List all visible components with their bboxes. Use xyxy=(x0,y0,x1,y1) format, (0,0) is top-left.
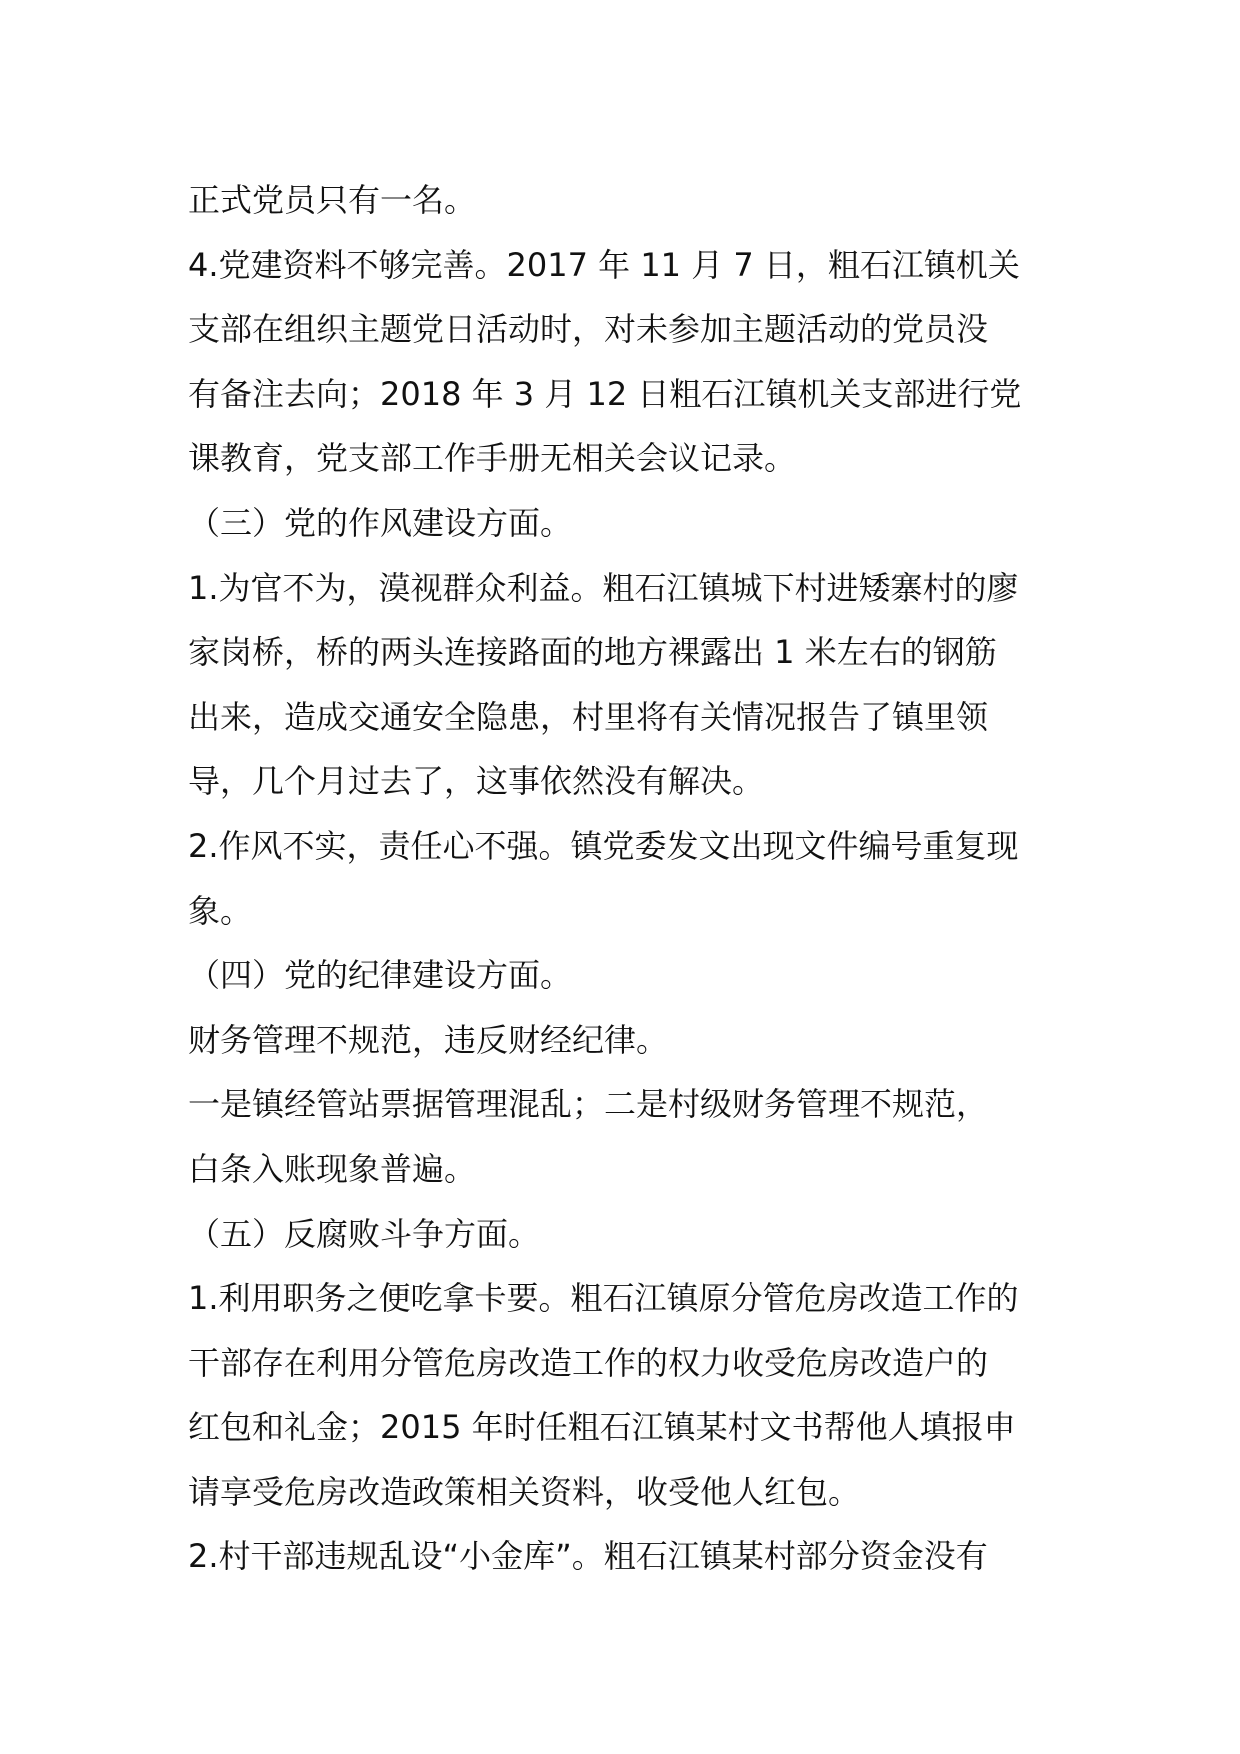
section-heading: （三）党的作风建设方面。 xyxy=(188,503,573,542)
text-line: 财务管理不规范，违反财经纪律。 xyxy=(188,1020,669,1059)
text-line: 1.利用职务之便吃拿卡要。粗石江镇原分管危房改造工作的 xyxy=(188,1279,1019,1318)
text-line: 4.党建资料不够完善。2017 年 11 月 7 日，粗石江镇机关 xyxy=(188,245,1020,284)
text-line: 有备注去向；2018 年 3 月 12 日粗石江镇机关支部进行党 xyxy=(188,374,1022,413)
text-line: 支部在组织主题党日活动时，对未参加主题活动的党员没 xyxy=(188,310,989,349)
text-line: 导，几个月过去了，这事依然没有解决。 xyxy=(188,762,765,801)
text-line: 家岗桥，桥的两头连接路面的地方裸露出 1 米左右的钢筋 xyxy=(188,633,997,672)
section-heading: （五）反腐败斗争方面。 xyxy=(188,1214,541,1253)
section-heading: （四）党的纪律建设方面。 xyxy=(188,956,573,995)
document-body xyxy=(188,168,1068,1589)
text-line: 2.村干部违规乱设“小金库”。粗石江镇某村部分资金没有 xyxy=(188,1537,988,1576)
text-line: 一是镇经管站票据管理混乱；二是村级财务管理不规范， xyxy=(188,1085,989,1124)
text-line: 象。 xyxy=(188,891,253,930)
text-line: 干部存在利用分管危房改造工作的权力收受危房改造户的 xyxy=(188,1343,989,1382)
text-line: 2.作风不实，责任心不强。镇党委发文出现文件编号重复现 xyxy=(188,826,1019,865)
text-line: 正式党员只有一名。 xyxy=(188,181,477,219)
text-line: 1.为官不为，漠视群众利益。粗石江镇城下村进矮寨村的廖 xyxy=(188,568,1019,607)
text-line: 请享受危房改造政策相关资料，收受他人红包。 xyxy=(188,1472,861,1511)
text-line: 课教育，党支部工作手册无相关会议记录。 xyxy=(188,439,797,478)
text-line: 红包和礼金；2015 年时任粗石江镇某村文书帮他人填报申 xyxy=(188,1408,1016,1447)
text-line: 出来，造成交通安全隐患，村里将有关情况报告了镇里领 xyxy=(188,697,989,736)
text-line: 白条入账现象普遍。 xyxy=(188,1149,477,1188)
